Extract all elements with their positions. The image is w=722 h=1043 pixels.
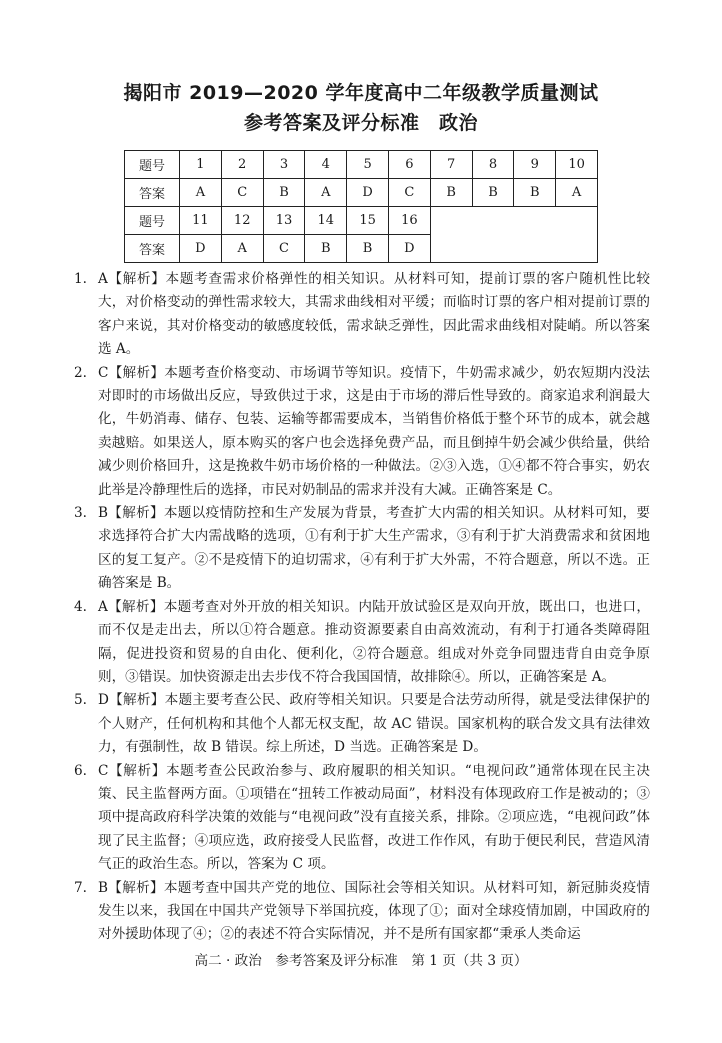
item-text: C【解析】本题考查公民政治参与、政府履职的相关知识。“电视问政”通常体现在民主决策、民主监督两方面。①项错在“扭转工作被动局面”，材料没有体现政府工作是被动的；③项中提高政府科学决策的效能与“电视问政”没有直接关系，排除。②项应选，“电视问政”体现了民主监督；④项应选，政府接受人民监督，改进工作作风，有助于便民利民，营造风清气正的政治生态。所以，答案为 C 项。 <box>98 762 650 873</box>
table-cell: D <box>180 235 222 263</box>
table-cell: 11 <box>180 207 222 235</box>
page-footer: 高二 · 政治 参考答案及评分标准 第 1 页（共 3 页） <box>194 953 528 969</box>
item-text: B【解析】本题以疫情防控和生产发展为背景，考查扩大内需的相关知识。从材料可知，要求选择符合扩大内需战略的选项，①有利于扩大生产需求，③有利于扩大消费需求和贫困地区的复工复产。②不是疫情下的迫切需求，④有利于扩大外需，不符合题意，所以不选。正确答案是 B。 <box>98 505 650 592</box>
item-number: 6. <box>74 762 87 779</box>
table-cell: C <box>388 179 430 207</box>
answer-table <box>124 150 598 263</box>
item-text: A【解析】本题考查需求价格弹性的相关知识。从材料可知，提前订票的客户随机性比较大，对价格变动的弹性需求较大，其需求曲线相对平缓；而临时订票的客户相对提前订票的客户来说，其对价格变动的敏感度较低，需求缺乏弹性，因此需求曲线相对陡峭。所以答案选 A。 <box>98 271 650 358</box>
table-cell: 10 <box>556 151 598 179</box>
list-item <box>74 268 650 362</box>
row-header: 题号 <box>125 151 180 179</box>
table-cell: 15 <box>347 207 389 235</box>
table-cell: 16 <box>388 207 430 235</box>
table-cell: 13 <box>263 207 305 235</box>
row-header: 题号 <box>125 207 180 235</box>
row-header: 答案 <box>125 179 180 207</box>
item-text: B【解析】本题考查中国共产党的地位、国际社会等相关知识。从材料可知，新冠肺炎疫情发生以来，我国在中国共产党领导下举国抗疫，体现了①；面对全球疫情加剧，中国政府的对外援助体现了④；②的表述不符合实际情况，并不是所有国家都“秉承人类命运 <box>98 879 650 943</box>
table-cell: 8 <box>472 151 514 179</box>
table-cell: 2 <box>221 151 263 179</box>
document-subtitle: 参考答案及评分标准 政治 <box>243 112 478 134</box>
answer-explanations <box>74 268 650 947</box>
table-cell: A <box>556 179 598 207</box>
list-item <box>74 877 650 947</box>
item-text: C【解析】本题考查价格变动、市场调节等知识。疫情下，牛奶需求减少，奶农短期内没法对即时的市场做出反应，导致供过于求，这是由于市场的滞后性导致的。商家追求利润最大化，牛奶消毒、储存、包装、运输等都需要成本，当销售价格低于整个环节的成本，就会越卖越赔。如果送人，原本购买的客户也会选择免费产品，而且倒掉牛奶会减少供给量，供给减少则价格回升，这是挽救牛奶市场价格的一种做法。②③入选，①④都不符合事实，奶农此举是冷静理性后的选择，市民对奶制品的需求并没有大减。正确答案是 C。 <box>98 364 650 498</box>
row-header: 答案 <box>125 235 180 263</box>
table-cell: 14 <box>305 207 347 235</box>
table-cell: B <box>347 235 389 263</box>
item-number: 3. <box>74 505 87 522</box>
item-number: 7. <box>74 879 87 896</box>
item-text: A【解析】本题考查对外开放的相关知识。内陆开放试验区是双向开放，既出口，也进口，而不仅是走出去，所以①符合题意。推动资源要素自由高效流动，有利于打通各类障碍阻隔，促进投资和贸易的自由化、便利化，②符合题意。组成对外竞争同盟违背自由竞争原则，③错误。加快资源走出去步伐不符合我国国情，故排除④。所以，正确答案是 A。 <box>98 598 650 685</box>
list-item <box>74 362 650 502</box>
item-number: 4. <box>74 598 87 615</box>
table-row <box>125 207 598 235</box>
item-text: D【解析】本题主要考查公民、政府等相关知识。只要是合法劳动所得，就是受法律保护的个人财产，任何机构和其他个人都无权支配，故 AC 错误。国家机构的联合发文具有法律效力，有强制性，故 B 错误。综上所述，D 当选。正确答案是 D。 <box>98 692 650 756</box>
table-cell: D <box>347 179 389 207</box>
table-cell: C <box>263 235 305 263</box>
table-cell: D <box>388 235 430 263</box>
list-item <box>74 596 650 690</box>
list-item <box>74 502 650 596</box>
table-cell: 12 <box>221 207 263 235</box>
table-cell: B <box>263 179 305 207</box>
table-cell: 5 <box>347 151 389 179</box>
table-cell: 1 <box>180 151 222 179</box>
table-cell: 6 <box>388 151 430 179</box>
table-cell: B <box>472 179 514 207</box>
table-cell: C <box>221 179 263 207</box>
table-cell: A <box>180 179 222 207</box>
table-cell: 4 <box>305 151 347 179</box>
table-blank-area <box>430 207 597 263</box>
document-title: 揭阳市 2019—2020 学年度高中二年级教学质量测试 <box>123 82 599 104</box>
table-cell: 3 <box>263 151 305 179</box>
item-number: 2. <box>74 364 87 381</box>
table-cell: A <box>221 235 263 263</box>
table-row <box>125 179 598 207</box>
table-cell: B <box>305 235 347 263</box>
table-cell: 7 <box>430 151 472 179</box>
list-item <box>74 689 650 759</box>
list-item <box>74 760 650 877</box>
item-number: 5. <box>74 692 87 709</box>
table-cell: A <box>305 179 347 207</box>
table-row <box>125 151 598 179</box>
table-cell: 9 <box>514 151 556 179</box>
table-cell: B <box>514 179 556 207</box>
item-number: 1. <box>74 271 87 287</box>
table-cell: B <box>430 179 472 207</box>
